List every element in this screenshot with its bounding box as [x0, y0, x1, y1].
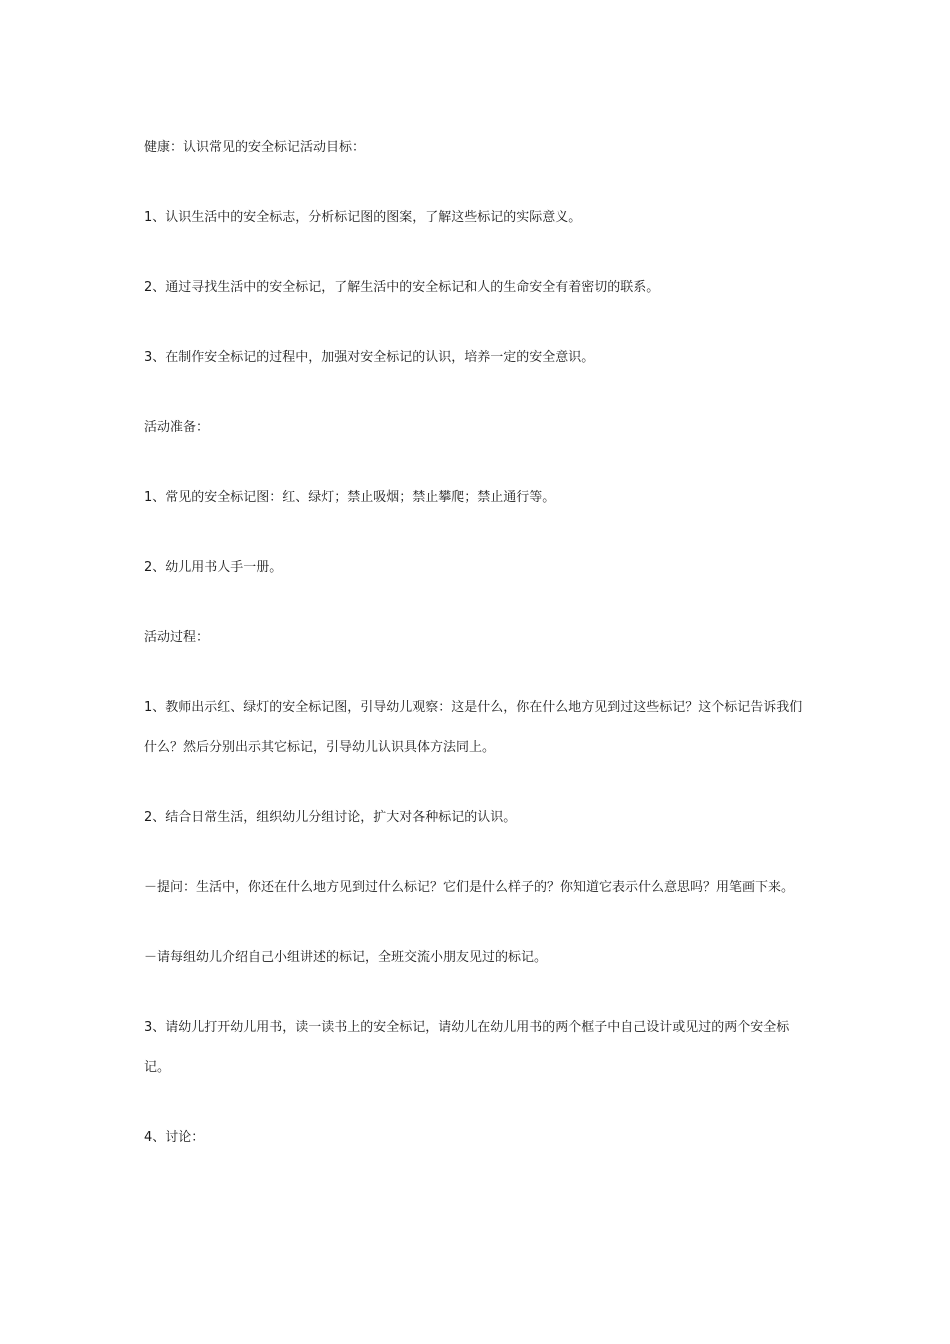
process-item-3: 3、请幼儿打开幼儿用书，读一读书上的安全标记，请幼儿在幼儿用书的两个框子中自己设计或见过的两个安全标记。: [144, 1020, 790, 1075]
process-exchange: －请每组幼儿介绍自己小组讲述的标记，全班交流小朋友见过的标记。: [144, 950, 548, 965]
process-heading: 活动过程：: [144, 630, 210, 645]
goal-item-1: 1、认识生活中的安全标志，分析标记图的图案，了解这些标记的实际意义。: [144, 210, 582, 225]
document-title: 健康：认识常见的安全标记活动目标：: [144, 140, 366, 155]
process-question: －提问：生活中，你还在什么地方见到过什么标记？它们是什么样子的？你知道它表示什么意思吗？用笔画下来。: [144, 880, 795, 895]
process-item-1: 1、教师出示红、绿灯的安全标记图，引导幼儿观察：这是什么，你在什么地方见到过这些标记？这个标记告诉我们什么？然后分别出示其它标记，引导幼儿认识具体方法同上。: [144, 700, 803, 755]
preparation-item-2: 2、幼儿用书人手一册。: [144, 560, 283, 575]
goal-item-3: 3、在制作安全标记的过程中，加强对安全标记的认识，培养一定的安全意识。: [144, 350, 595, 365]
goal-item-2: 2、通过寻找生活中的安全标记，了解生活中的安全标记和人的生命安全有着密切的联系。: [144, 280, 660, 295]
process-item-4: 4、讨论：: [144, 1130, 205, 1145]
preparation-item-1: 1、常见的安全标记图：红、绿灯；禁止吸烟；禁止攀爬；禁止通行等。: [144, 490, 556, 505]
document-body: [144, 128, 808, 1188]
process-item-2: 2、结合日常生活，组织幼儿分组讨论，扩大对各种标记的认识。: [144, 810, 517, 825]
preparation-heading: 活动准备：: [144, 420, 210, 435]
